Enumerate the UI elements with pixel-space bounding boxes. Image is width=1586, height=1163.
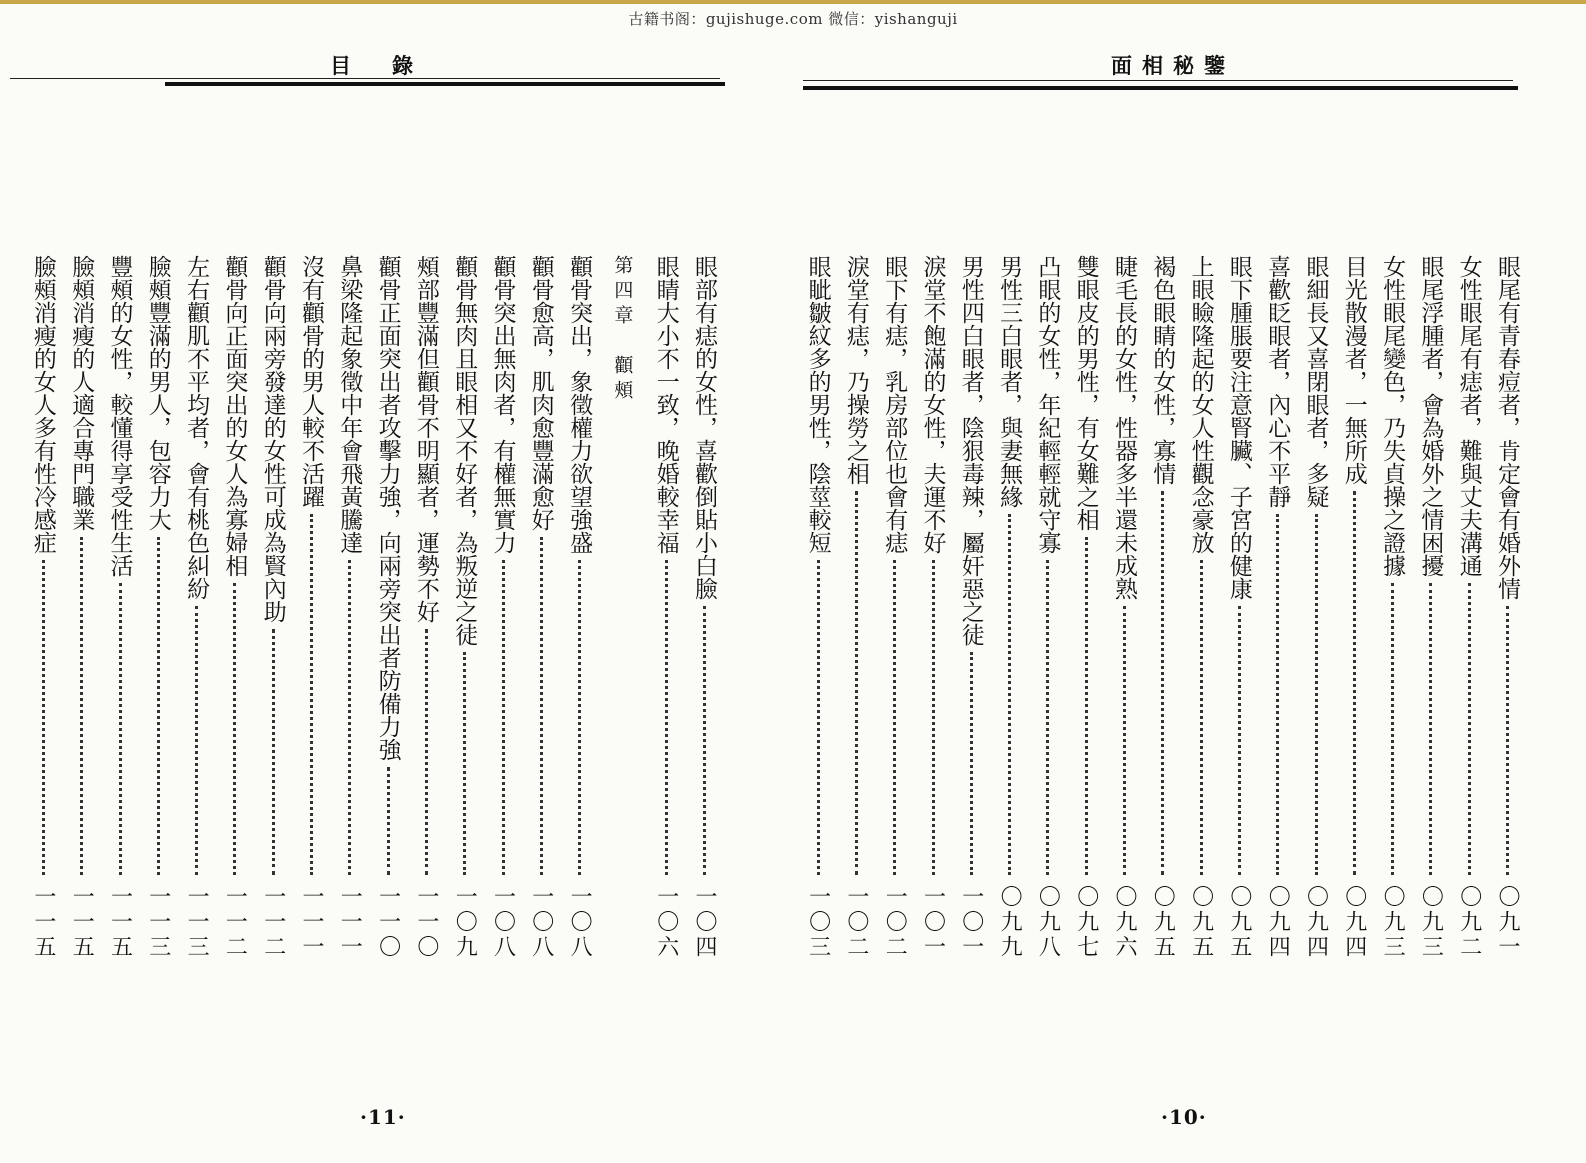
toc-entry-page: 一〇八 <box>567 885 593 960</box>
toc-leader-dots <box>1276 514 1279 875</box>
toc-entry <box>445 255 483 975</box>
toc-entry-page: 〇九三 <box>1380 885 1406 960</box>
toc-leader-dots <box>233 583 236 875</box>
toc-entry <box>139 255 177 975</box>
toc-entry <box>522 255 560 975</box>
toc-entry <box>799 255 837 975</box>
toc-entry <box>177 255 215 975</box>
toc-entry-page: 一〇一 <box>958 885 984 960</box>
toc-entry-page: 一〇八 <box>528 885 554 960</box>
left-page-number: ·11· <box>360 1105 406 1129</box>
toc-entry-page: 一一三 <box>184 885 210 960</box>
toc-entry-title: 臉頰豐滿的男人，包容力大 <box>144 255 171 531</box>
toc-entry <box>1105 255 1143 975</box>
toc-entry-page: 一一二 <box>260 885 286 960</box>
toc-entry-title: 眼尾有青春痘者，肯定會有婚外情 <box>1494 255 1520 600</box>
toc-entry <box>1182 255 1220 975</box>
toc-leader-dots <box>387 767 390 875</box>
toc-entry-title: 睫毛長的女性，性器多半還未成熟 <box>1111 255 1137 600</box>
toc-chapter-heading <box>603 255 641 975</box>
toc-leader-dots <box>817 560 820 875</box>
toc-leader-dots <box>932 560 935 875</box>
toc-entry <box>1335 255 1373 975</box>
toc-leader-dots <box>703 606 706 875</box>
toc-entry <box>1450 255 1488 975</box>
toc-entry-title: 眼部有痣的女性，喜歡倒貼小白臉 <box>691 255 717 600</box>
toc-entry-title: 沒有顴骨的男人較不活躍 <box>298 255 324 508</box>
toc-entry-page: 〇九四 <box>1265 885 1291 960</box>
toc-entry <box>1258 255 1296 975</box>
toc-entry-title: 顴骨突出，象徵權力欲望強盛 <box>566 255 593 554</box>
toc-entry-title: 上眼瞼隆起的女人性觀念豪放 <box>1187 255 1214 554</box>
toc-leader-dots <box>1353 491 1356 875</box>
toc-entry <box>1220 255 1258 975</box>
toc-entry-title: 眼下腫脹要注意腎臟、子宮的健康 <box>1225 255 1252 600</box>
toc-entry <box>914 255 952 975</box>
toc-entry <box>1411 255 1449 975</box>
toc-leader-dots <box>1238 606 1241 875</box>
header-rule-thin <box>10 78 720 79</box>
toc-entry <box>1488 255 1526 975</box>
toc-entry <box>647 255 685 975</box>
toc-entry-page: 〇九八 <box>1035 885 1061 960</box>
toc-entry-page: 一一〇 <box>413 885 439 960</box>
toc-entry-title: 豐頰的女性，較懂得享受性生活 <box>106 255 133 577</box>
toc-entry <box>24 255 62 975</box>
watermark: 古籍书阁：gujishuge.com 微信：yishanguji <box>628 10 958 28</box>
toc-entry-page: 一〇二 <box>843 885 869 960</box>
toc-leader-dots <box>1046 560 1049 875</box>
toc-entry-page: 一一〇 <box>375 885 401 960</box>
toc-entry <box>330 255 368 975</box>
toc-leader-dots <box>855 491 858 875</box>
toc-entry-page: 一一二 <box>222 885 248 960</box>
toc-entry <box>875 255 913 975</box>
toc-leader-dots <box>893 560 896 875</box>
toc-entry <box>1373 255 1411 975</box>
toc-entry <box>685 255 723 975</box>
header-rule-thick <box>165 82 725 86</box>
toc-entry <box>1297 255 1335 975</box>
toc-entry-title: 眼睛大小不一致，晚婚較幸福 <box>652 255 679 554</box>
toc-entry-page: 〇九四 <box>1341 885 1367 960</box>
toc-entry <box>952 255 990 975</box>
toc-entry-title: 女性眼尾有痣者，難與丈夫溝通 <box>1455 255 1482 577</box>
toc-entry-title: 淚堂有痣，乃操勞之相 <box>842 255 869 485</box>
toc-entry-title: 目光散漫者，一無所成 <box>1340 255 1367 485</box>
toc-entry-title: 喜歡眨眼者，內心不平靜 <box>1264 255 1291 508</box>
toc-entry-page: 一一五 <box>30 885 56 960</box>
toc-entry-title: 褐色眼睛的女性，寡情 <box>1149 255 1176 485</box>
toc-entry <box>101 255 139 975</box>
toc-leader-dots <box>540 537 543 875</box>
toc-leader-dots <box>1161 491 1164 875</box>
toc-entry <box>1028 255 1066 975</box>
toc-leader-dots <box>1429 583 1432 875</box>
left-page-header: 目 錄 <box>330 53 423 78</box>
toc-entry-title: 淚堂不飽滿的女性，夫運不好 <box>919 255 946 554</box>
toc-entry-page: 一一五 <box>69 885 95 960</box>
toc-entry-page: 〇九六 <box>1112 885 1137 960</box>
toc-entry <box>837 255 875 975</box>
toc-entry-page: 一一五 <box>107 885 133 960</box>
toc-leader-dots <box>1008 514 1011 875</box>
toc-leader-dots <box>119 583 122 875</box>
toc-entry-page: 〇九五 <box>1188 885 1214 960</box>
toc-leader-dots <box>970 652 973 875</box>
toc-entry-title: 顴骨正面突出者攻擊力強，向兩旁突出者防備力強 <box>374 255 401 761</box>
toc-entry-page: 一〇九 <box>452 885 478 960</box>
toc-entry-page: 〇九一 <box>1495 885 1520 960</box>
toc-leader-dots <box>272 629 275 875</box>
toc-entry-page: 〇九二 <box>1456 885 1482 960</box>
right-page <box>793 0 1586 1163</box>
toc-leader-dots <box>1123 606 1126 875</box>
toc-leader-dots <box>80 537 83 875</box>
toc-leader-dots <box>157 537 160 875</box>
toc-entry <box>215 255 253 975</box>
toc-entry-title: 顴骨愈高，肌肉愈豐滿愈好 <box>527 255 554 531</box>
toc-leader-dots <box>1085 537 1088 875</box>
toc-leader-dots <box>578 560 581 875</box>
chapter-title: 第四章 顴頰 <box>611 255 634 405</box>
toc-entry-title: 男性四白眼者，陰狠毒辣，屬奸惡之徒 <box>957 255 984 646</box>
toc-leader-dots <box>1506 606 1509 875</box>
toc-entry-page: 〇九三 <box>1418 885 1444 960</box>
toc-leader-dots <box>463 652 466 875</box>
toc-entry-title: 眼細長又喜閉眼者，多疑 <box>1302 255 1329 508</box>
toc-entry-title: 女性眼尾變色，乃失貞操之證據 <box>1379 255 1406 577</box>
toc-leader-dots <box>1315 514 1318 875</box>
header-rule-thick <box>803 86 1518 90</box>
toc-entry-title: 眼尾浮腫者，會為婚外之情困擾 <box>1417 255 1444 577</box>
toc-entry-page: 一一三 <box>145 885 171 960</box>
toc-leader-dots <box>348 560 351 875</box>
toc-entry-title: 眼眦皺紋多的男性，陰莖較短 <box>804 255 831 554</box>
toc-entry <box>1143 255 1181 975</box>
toc-entry-page: 一一一 <box>299 885 324 960</box>
toc-entry <box>62 255 100 975</box>
toc-entry-title: 顴骨無肉且眼相又不好者，為叛逆之徒 <box>451 255 478 646</box>
toc-entry-title: 臉頰消瘦的女人多有性冷感症 <box>29 255 56 554</box>
right-page-header: 面相秘鑒 <box>1111 53 1235 78</box>
toc-entry <box>990 255 1028 975</box>
header-rule-thin <box>803 80 1513 81</box>
toc-leader-dots <box>665 560 668 875</box>
toc-entry-page: 〇九五 <box>1226 885 1252 960</box>
toc-entry-page: 一〇一 <box>920 885 946 960</box>
toc-leader-dots <box>195 606 198 875</box>
toc-entry-title: 頰部豐滿但顴骨不明顯者，運勢不好 <box>412 255 439 623</box>
toc-entry-title: 凸眼的女性，年紀輕輕就守寡 <box>1034 255 1061 554</box>
toc-entry <box>407 255 445 975</box>
toc-entry-title: 雙眼皮的男性，有女難之相 <box>1072 255 1099 531</box>
toc-leader-dots <box>425 629 428 875</box>
toc-entry-page: 一〇二 <box>882 885 908 960</box>
toc-entry <box>1067 255 1105 975</box>
toc-entry-title: 顴骨向兩旁發達的女性可成為賢內助 <box>259 255 286 623</box>
toc-entry-page: 一〇三 <box>805 885 831 960</box>
toc-entry-page: 一〇六 <box>653 885 679 960</box>
toc-entry <box>560 255 598 975</box>
toc-entry-page: 〇九四 <box>1303 885 1329 960</box>
toc-entry-page: 〇九七 <box>1073 885 1099 960</box>
toc-entry-title: 男性三白眼者，與妻無緣 <box>996 255 1023 508</box>
toc-entry-title: 臉頰消瘦的人適合專門職業 <box>68 255 95 531</box>
toc-entry-title: 鼻梁隆起象徵中年會飛黃騰達 <box>336 255 363 554</box>
toc-entry <box>369 255 407 975</box>
toc-leader-dots <box>42 560 45 875</box>
toc-leader-dots <box>1200 560 1203 875</box>
toc-leader-dots <box>310 514 313 875</box>
toc-entry-title: 眼下有痣，乳房部位也會有痣 <box>881 255 908 554</box>
toc-entry-title: 左右顴肌不平均者，會有桃色糾紛 <box>183 255 210 600</box>
toc-leader-dots <box>502 560 505 875</box>
toc-entry-page: 一〇四 <box>692 885 717 960</box>
toc-entry <box>292 255 330 975</box>
right-page-number: ·10· <box>1161 1105 1207 1129</box>
toc-entry-page: 一一一 <box>337 885 363 960</box>
toc-leader-dots <box>1468 583 1471 875</box>
toc-entry-page: 〇九九 <box>997 885 1023 960</box>
toc-entry <box>484 255 522 975</box>
toc-entry-page: 〇九五 <box>1150 885 1176 960</box>
toc-entry <box>254 255 292 975</box>
toc-entry-title: 顴骨突出無肉者，有權無實力 <box>489 255 516 554</box>
toc-entry-title: 顴骨向正面突出的女人為寡婦相 <box>221 255 248 577</box>
toc-leader-dots <box>1391 583 1394 875</box>
toc-entry-page: 一〇八 <box>490 885 516 960</box>
